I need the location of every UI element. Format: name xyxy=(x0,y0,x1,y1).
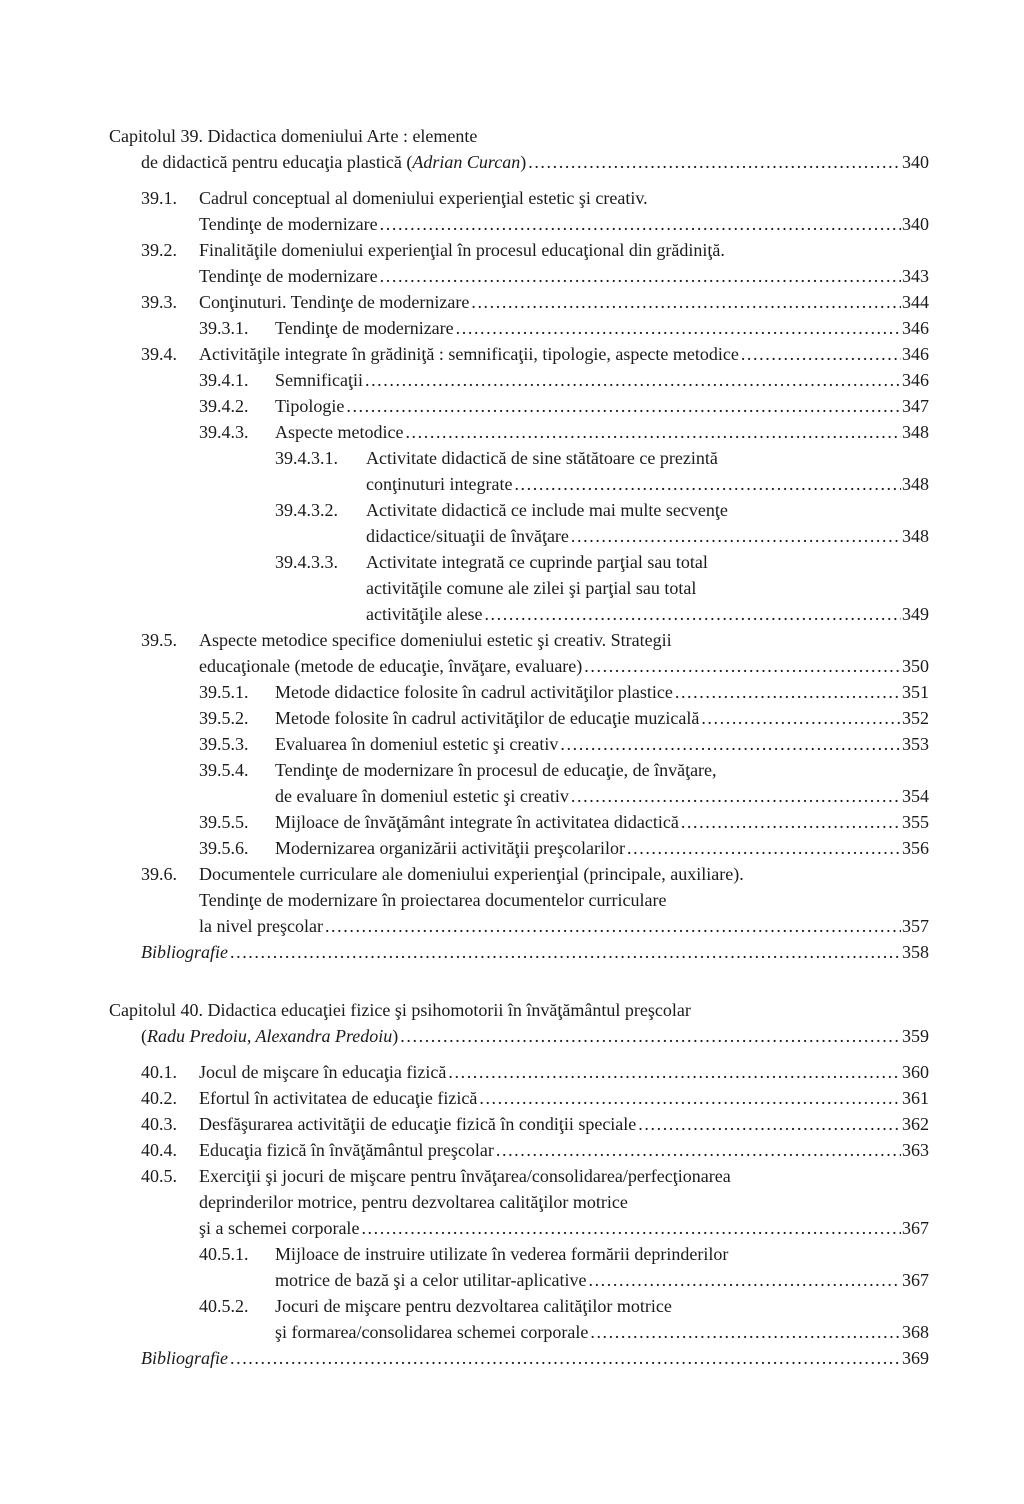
toc-entry[interactable] xyxy=(109,1111,929,1137)
toc-entry-line[interactable] xyxy=(109,445,929,471)
chapter-page-line[interactable] xyxy=(109,1023,929,1049)
dot-leader xyxy=(681,809,901,835)
section-number: 40.3. xyxy=(141,1114,177,1134)
section-number: 40.1. xyxy=(141,1062,177,1082)
dot-leader xyxy=(514,471,901,497)
page-number: 348 xyxy=(902,526,929,546)
toc-entry[interactable] xyxy=(109,263,929,289)
section-title: Tendinţe de modernizare în proiectarea documentelor curriculare xyxy=(199,890,667,910)
toc-entry[interactable] xyxy=(109,523,929,549)
leader-line xyxy=(275,1319,929,1345)
section-number: 39.2. xyxy=(141,240,177,260)
section-title: Documentele curriculare ale domeniului experienţial (principale, auxiliare). xyxy=(199,864,744,884)
toc-entry[interactable] xyxy=(109,393,929,419)
page-number: 360 xyxy=(902,1062,929,1082)
section-number: 39.5.4. xyxy=(199,760,249,780)
dot-leader xyxy=(588,1267,901,1293)
page-number: 346 xyxy=(902,344,929,364)
toc-entry[interactable] xyxy=(109,1319,929,1345)
chapter-author: Radu Predoiu, Alexandra Predoiu xyxy=(147,1026,393,1046)
toc-entry-line[interactable] xyxy=(109,1293,929,1319)
section-spacer xyxy=(109,175,929,185)
page-number: 348 xyxy=(902,474,929,494)
dot-leader xyxy=(590,1319,901,1345)
section-number: 39.5.6. xyxy=(199,838,249,858)
section-number: 39.4. xyxy=(141,344,177,364)
section-number: 40.4. xyxy=(141,1140,177,1160)
page-number: 367 xyxy=(902,1270,929,1290)
leader-line xyxy=(275,809,929,835)
dot-leader xyxy=(560,731,901,757)
entry-title: Bibliografie xyxy=(141,942,228,962)
chapter-author: Adrian Curcan xyxy=(412,152,521,172)
section-title: Activitate didactică de sine stătătoare ce prezintă xyxy=(366,448,718,468)
entry-title: Tipologie xyxy=(275,396,345,416)
leader-line xyxy=(141,1345,929,1371)
dot-leader xyxy=(584,653,901,679)
entry-title: Conţinuturi. Tendinţe de modernizare xyxy=(199,292,470,312)
toc-entry-line[interactable] xyxy=(109,627,929,653)
entry-title: Tendinţe de modernizare xyxy=(199,266,378,286)
leader-line xyxy=(141,149,929,175)
toc-entry-line[interactable] xyxy=(109,497,929,523)
dot-leader xyxy=(346,393,901,419)
leader-line xyxy=(199,263,929,289)
page-number: 346 xyxy=(902,318,929,338)
page-number: 343 xyxy=(902,266,929,286)
entry-title: activităţile alese xyxy=(366,604,483,624)
dot-leader xyxy=(471,289,901,315)
section-number: 39.3. xyxy=(141,292,177,312)
page-number: 346 xyxy=(902,370,929,390)
toc-entry[interactable] xyxy=(109,1267,929,1293)
leader-line xyxy=(199,341,929,367)
toc-entry[interactable] xyxy=(109,1085,929,1111)
leader-line xyxy=(199,1059,929,1085)
dot-leader xyxy=(380,211,901,237)
section-title: Finalităţile domeniului experienţial în procesul educaţional din grădiniţă. xyxy=(199,240,725,260)
page-number: 358 xyxy=(902,942,929,962)
section-title: activităţile comune ale zilei şi parţial sau total xyxy=(366,578,697,598)
bibliography-entry[interactable] xyxy=(109,939,929,965)
entry-title: de evaluare în domeniul estetic şi creativ xyxy=(275,786,569,806)
dot-leader xyxy=(361,1215,901,1241)
chapter-title-close: ) xyxy=(392,1026,399,1046)
dot-leader xyxy=(675,679,901,705)
page-number: 368 xyxy=(902,1322,929,1342)
section-number: 39.5. xyxy=(141,630,177,650)
leader-line xyxy=(199,1085,929,1111)
leader-line xyxy=(275,315,929,341)
section-number: 39.3.1. xyxy=(199,318,249,338)
dot-leader xyxy=(479,1085,901,1111)
dot-leader xyxy=(448,1059,901,1085)
chapter-spacer xyxy=(109,965,929,997)
entry-title: Metode folosite în cadrul activităţilor de educaţie muzicală xyxy=(275,708,700,728)
leader-line xyxy=(275,783,929,809)
entry-title: didactice/situaţii de învăţare xyxy=(366,526,569,546)
dot-leader xyxy=(627,835,901,861)
toc-entry-line[interactable] xyxy=(109,1241,929,1267)
entry-title: educaţionale (metode de educaţie, învăţare, evaluare) xyxy=(199,656,583,676)
section-number: 40.5.1. xyxy=(199,1244,249,1264)
leader-line xyxy=(275,367,929,393)
leader-line xyxy=(199,289,929,315)
chapter-title: Capitolul 40. Didactica educaţiei fizice şi psihomotorii în învăţământul preşcolar xyxy=(109,1000,691,1020)
page-number: 340 xyxy=(902,152,929,172)
page-number: 344 xyxy=(902,292,929,312)
dot-leader xyxy=(325,913,901,939)
page-number: 357 xyxy=(902,916,929,936)
page-number: 362 xyxy=(902,1114,929,1134)
page-number: 348 xyxy=(902,422,929,442)
leader-line xyxy=(199,211,929,237)
page-number: 353 xyxy=(902,734,929,754)
section-number: 39.5.5. xyxy=(199,812,249,832)
toc-entry[interactable] xyxy=(109,1059,929,1085)
toc-entry[interactable] xyxy=(109,679,929,705)
leader-line xyxy=(275,1267,929,1293)
page-number: 356 xyxy=(902,838,929,858)
section-spacer xyxy=(109,1049,929,1059)
dot-leader xyxy=(571,783,901,809)
section-number: 39.5.2. xyxy=(199,708,249,728)
entry-title: Tendinţe de modernizare xyxy=(275,318,454,338)
toc-entry-line[interactable] xyxy=(109,757,929,783)
entry-title: Modernizarea organizării activităţii preşcolarilor xyxy=(275,838,626,858)
section-title: Cadrul conceptual al domeniului experienţial estetic şi creativ. xyxy=(199,188,648,208)
entry-title xyxy=(141,149,528,175)
toc-entry[interactable] xyxy=(109,289,929,315)
section-title: Aspecte metodice specifice domeniului estetic şi creativ. Strategii xyxy=(199,630,672,650)
dot-leader xyxy=(405,419,901,445)
section-number: 39.4.3.2. xyxy=(275,500,338,520)
entry-title: Evaluarea în domeniul estetic şi creativ xyxy=(275,734,559,754)
toc-entry-line[interactable] xyxy=(109,237,929,263)
page-number: 359 xyxy=(902,1026,929,1046)
entry-title: Tendinţe de modernizare xyxy=(199,214,378,234)
toc-entry[interactable] xyxy=(109,731,929,757)
entry-title: motrice de bază şi a celor utilitar-aplicative xyxy=(275,1270,587,1290)
page-number: 363 xyxy=(902,1140,929,1160)
chapter-heading[interactable] xyxy=(109,997,929,1023)
toc-entry-line[interactable] xyxy=(109,575,929,601)
leader-line xyxy=(141,939,929,965)
toc-entry[interactable] xyxy=(109,1215,929,1241)
leader-line xyxy=(275,393,929,419)
page-number: 352 xyxy=(902,708,929,728)
toc-entry[interactable] xyxy=(109,705,929,731)
entry-title: Metode didactice folosite în cadrul activităţilor plastice xyxy=(275,682,673,702)
section-number: 39.6. xyxy=(141,864,177,884)
leader-line xyxy=(141,1023,929,1049)
section-number: 40.2. xyxy=(141,1088,177,1108)
dot-leader xyxy=(701,705,901,731)
leader-line xyxy=(275,679,929,705)
section-number: 40.5. xyxy=(141,1166,177,1186)
toc-entry[interactable] xyxy=(109,315,929,341)
dot-leader xyxy=(484,601,901,627)
section-number: 39.4.3.3. xyxy=(275,552,338,572)
page-number: 369 xyxy=(902,1348,929,1368)
chapter-title-close: ) xyxy=(520,152,527,172)
entry-title: la nivel preşcolar xyxy=(199,916,323,936)
toc-entry[interactable] xyxy=(109,341,929,367)
leader-line xyxy=(366,523,929,549)
toc-entry-line[interactable] xyxy=(109,185,929,211)
toc-entry-line[interactable] xyxy=(109,861,929,887)
entry-title: Mijloace de învăţământ integrate în activitatea didactică xyxy=(275,812,679,832)
page-number: 367 xyxy=(902,1218,929,1238)
toc-entry[interactable] xyxy=(109,367,929,393)
entry-title: Efortul în activitatea de educaţie fizică xyxy=(199,1088,478,1108)
leader-line xyxy=(199,1215,929,1241)
leader-line xyxy=(275,419,929,445)
dot-leader xyxy=(741,341,901,367)
table-of-contents xyxy=(109,123,929,1371)
dot-leader xyxy=(638,1111,901,1137)
section-number: 39.5.1. xyxy=(199,682,249,702)
section-title: Mijloace de instruire utilizate în vederea formării deprinderilor xyxy=(275,1244,729,1264)
entry-title: Educaţia fizică în învăţământul preşcolar xyxy=(199,1140,494,1160)
entry-title: Desfăşurarea activităţii de educaţie fizică în condiţii speciale xyxy=(199,1114,637,1134)
section-number: 39.4.2. xyxy=(199,396,249,416)
dot-leader xyxy=(496,1137,901,1163)
entry-title: Bibliografie xyxy=(141,1348,228,1368)
chapter-title-cont: ( xyxy=(141,1026,147,1046)
dot-leader xyxy=(528,149,901,175)
page-number: 354 xyxy=(902,786,929,806)
section-title: Activitate integrată ce cuprinde parţial sau total xyxy=(366,552,708,572)
section-number: 39.4.3.1. xyxy=(275,448,338,468)
chapter-title-cont: de didactică pentru educaţia plastică ( xyxy=(141,152,413,172)
section-number: 40.5.2. xyxy=(199,1296,249,1316)
leader-line xyxy=(199,653,929,679)
toc-entry-line[interactable] xyxy=(109,549,929,575)
dot-leader xyxy=(400,1023,901,1049)
toc-entry[interactable] xyxy=(109,211,929,237)
section-number: 39.5.3. xyxy=(199,734,249,754)
page-number: 340 xyxy=(902,214,929,234)
section-number: 39.4.3. xyxy=(199,422,249,442)
toc-entry-line[interactable] xyxy=(109,1189,929,1215)
toc-entry[interactable] xyxy=(109,471,929,497)
entry-title: Semnificaţii xyxy=(275,370,363,390)
dot-leader xyxy=(456,315,901,341)
dot-leader xyxy=(380,263,901,289)
leader-line xyxy=(199,1137,929,1163)
leader-line xyxy=(199,1111,929,1137)
bibliography-entry[interactable] xyxy=(109,1345,929,1371)
section-number: 39.1. xyxy=(141,188,177,208)
toc-entry-line[interactable] xyxy=(109,887,929,913)
section-title: Jocuri de mişcare pentru dezvoltarea calităţilor motrice xyxy=(275,1296,672,1316)
chapter-page-line[interactable] xyxy=(109,149,929,175)
page-number: 361 xyxy=(902,1088,929,1108)
chapter-heading[interactable] xyxy=(109,123,929,149)
toc-entry[interactable] xyxy=(109,913,929,939)
leader-line xyxy=(366,471,929,497)
leader-line xyxy=(275,731,929,757)
toc-entry[interactable] xyxy=(109,783,929,809)
entry-title: conţinuturi integrate xyxy=(366,474,513,494)
toc-entry[interactable] xyxy=(109,601,929,627)
toc-entry[interactable] xyxy=(109,809,929,835)
toc-entry[interactable] xyxy=(109,653,929,679)
page-number: 351 xyxy=(902,682,929,702)
entry-title: Jocul de mişcare în educaţia fizică xyxy=(199,1062,447,1082)
leader-line xyxy=(199,913,929,939)
toc-entry[interactable] xyxy=(109,419,929,445)
section-title: deprinderilor motrice, pentru dezvoltarea calităţilor motrice xyxy=(199,1192,628,1212)
section-title: Tendinţe de modernizare în procesul de educaţie, de învăţare, xyxy=(275,760,717,780)
toc-entry[interactable] xyxy=(109,835,929,861)
entry-title: Aspecte metodice xyxy=(275,422,404,442)
toc-entry-line[interactable] xyxy=(109,1163,929,1189)
entry-title xyxy=(141,1023,400,1049)
dot-leader xyxy=(230,1345,901,1371)
leader-line xyxy=(275,835,929,861)
dot-leader xyxy=(571,523,901,549)
chapter-title: Capitolul 39. Didactica domeniului Arte : elemente xyxy=(109,126,478,146)
page-number: 349 xyxy=(902,604,929,624)
section-title: Exerciţii şi jocuri de mişcare pentru învăţarea/consolidarea/perfecţionarea xyxy=(199,1166,731,1186)
section-title: Activitate didactică ce include mai multe secvenţe xyxy=(366,500,728,520)
dot-leader xyxy=(365,367,901,393)
page-number: 355 xyxy=(902,812,929,832)
dot-leader xyxy=(230,939,901,965)
entry-title: şi a schemei corporale xyxy=(199,1218,360,1238)
entry-title: şi formarea/consolidarea schemei corporale xyxy=(275,1322,589,1342)
section-number: 39.4.1. xyxy=(199,370,249,390)
page-number: 350 xyxy=(902,656,929,676)
leader-line xyxy=(275,705,929,731)
toc-entry[interactable] xyxy=(109,1137,929,1163)
page-number: 347 xyxy=(902,396,929,416)
leader-line xyxy=(366,601,929,627)
entry-title: Activităţile integrate în grădiniţă : semnificaţii, tipologie, aspecte metodice xyxy=(199,344,739,364)
